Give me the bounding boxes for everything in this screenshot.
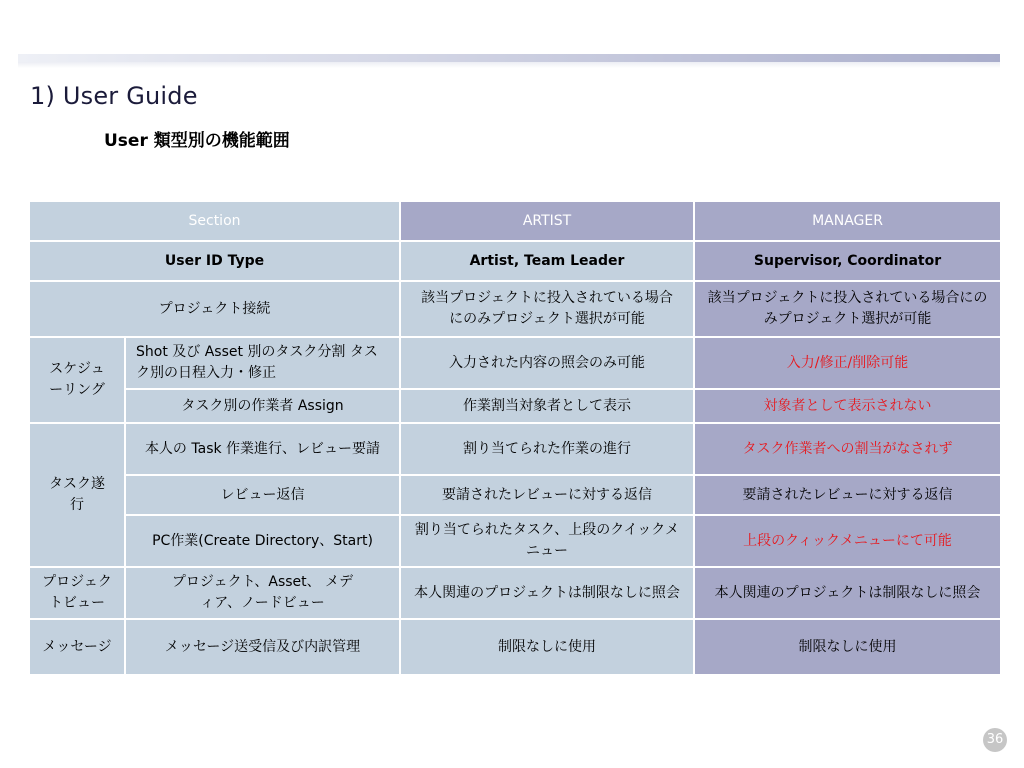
manager-task-split: 入力/修正/削除可能 bbox=[694, 337, 1001, 389]
artist-task-split: 入力された内容の照会のみ可能 bbox=[400, 337, 694, 389]
row-label-assign: タスク別の作業者 Assign bbox=[125, 389, 400, 423]
artist-project-connect: 該当プロジェクトに投入されている場合にのみプロジェクト選択が可能 bbox=[400, 281, 694, 337]
manager-pc-work: 上段のクィックメニューにて可能 bbox=[694, 515, 1001, 567]
manager-assign: 対象者として表示されない bbox=[694, 389, 1001, 423]
manager-review-reply: 要請されたレビューに対する返信 bbox=[694, 475, 1001, 515]
header-artist: ARTIST bbox=[400, 201, 694, 241]
table-row bbox=[29, 423, 1001, 475]
header-manager: MANAGER bbox=[694, 201, 1001, 241]
row-label-task-progress: 本人の Task 作業進行、レビュー要請 bbox=[125, 423, 400, 475]
manager-message: 制限なしに使用 bbox=[694, 619, 1001, 675]
page-subtitle: User 類型別の機能範囲 bbox=[104, 131, 290, 151]
group-label-scheduling: スケジューリング bbox=[29, 337, 125, 423]
row-label-pc-work: PC作業(Create Directory、Start) bbox=[125, 515, 400, 567]
artist-task-progress: 割り当てられた作業の進行 bbox=[400, 423, 694, 475]
group-label-project-view: プロジェクトビュー bbox=[29, 567, 125, 619]
header-accent-shadow bbox=[18, 62, 1000, 68]
manager-project-connect: 該当プロジェクトに投入されている場合にのみプロジェクト選択が可能 bbox=[694, 281, 1001, 337]
header-accent-bar bbox=[18, 54, 1000, 62]
table-row bbox=[29, 515, 1001, 567]
row-label-project-connect: プロジェクト接続 bbox=[29, 281, 400, 337]
table-header-row bbox=[29, 201, 1001, 241]
manager-project-view: 本人関連のプロジェクトは制限なしに照会 bbox=[694, 567, 1001, 619]
table-row bbox=[29, 475, 1001, 515]
row-label-review-reply: レビュー返信 bbox=[125, 475, 400, 515]
permission-matrix-table bbox=[28, 200, 1002, 676]
group-label-task-execution: タスク遂行 bbox=[29, 423, 125, 567]
row-label-user-id-type: User ID Type bbox=[29, 241, 400, 281]
row-label-task-split: Shot 及び Asset 別のタスク分割 タスク別の日程入力・修正 bbox=[125, 337, 400, 389]
table-row bbox=[29, 619, 1001, 675]
table-row bbox=[29, 567, 1001, 619]
page-number-badge: 36 bbox=[983, 728, 1007, 752]
artist-pc-work: 割り当てられたタスク、上段のクイックメニュー bbox=[400, 515, 694, 567]
artist-project-view: 本人関連のプロジェクトは制限なしに照会 bbox=[400, 567, 694, 619]
table-row bbox=[29, 241, 1001, 281]
manager-user-id-type: Supervisor, Coordinator bbox=[694, 241, 1001, 281]
manager-task-progress: タスク作業者への割当がなされず bbox=[694, 423, 1001, 475]
page-title: 1) User Guide bbox=[30, 82, 198, 110]
artist-review-reply: 要請されたレビューに対する返信 bbox=[400, 475, 694, 515]
artist-message: 制限なしに使用 bbox=[400, 619, 694, 675]
header-section: Section bbox=[29, 201, 400, 241]
table-row bbox=[29, 337, 1001, 389]
row-label-message: メッセージ送受信及び内訳管理 bbox=[125, 619, 400, 675]
artist-user-id-type: Artist, Team Leader bbox=[400, 241, 694, 281]
artist-assign: 作業割当対象者として表示 bbox=[400, 389, 694, 423]
group-label-message: メッセージ bbox=[29, 619, 125, 675]
table-row bbox=[29, 389, 1001, 423]
table-row bbox=[29, 281, 1001, 337]
row-label-project-view: プロジェクト、Asset、 メディア、ノードビュー bbox=[125, 567, 400, 619]
